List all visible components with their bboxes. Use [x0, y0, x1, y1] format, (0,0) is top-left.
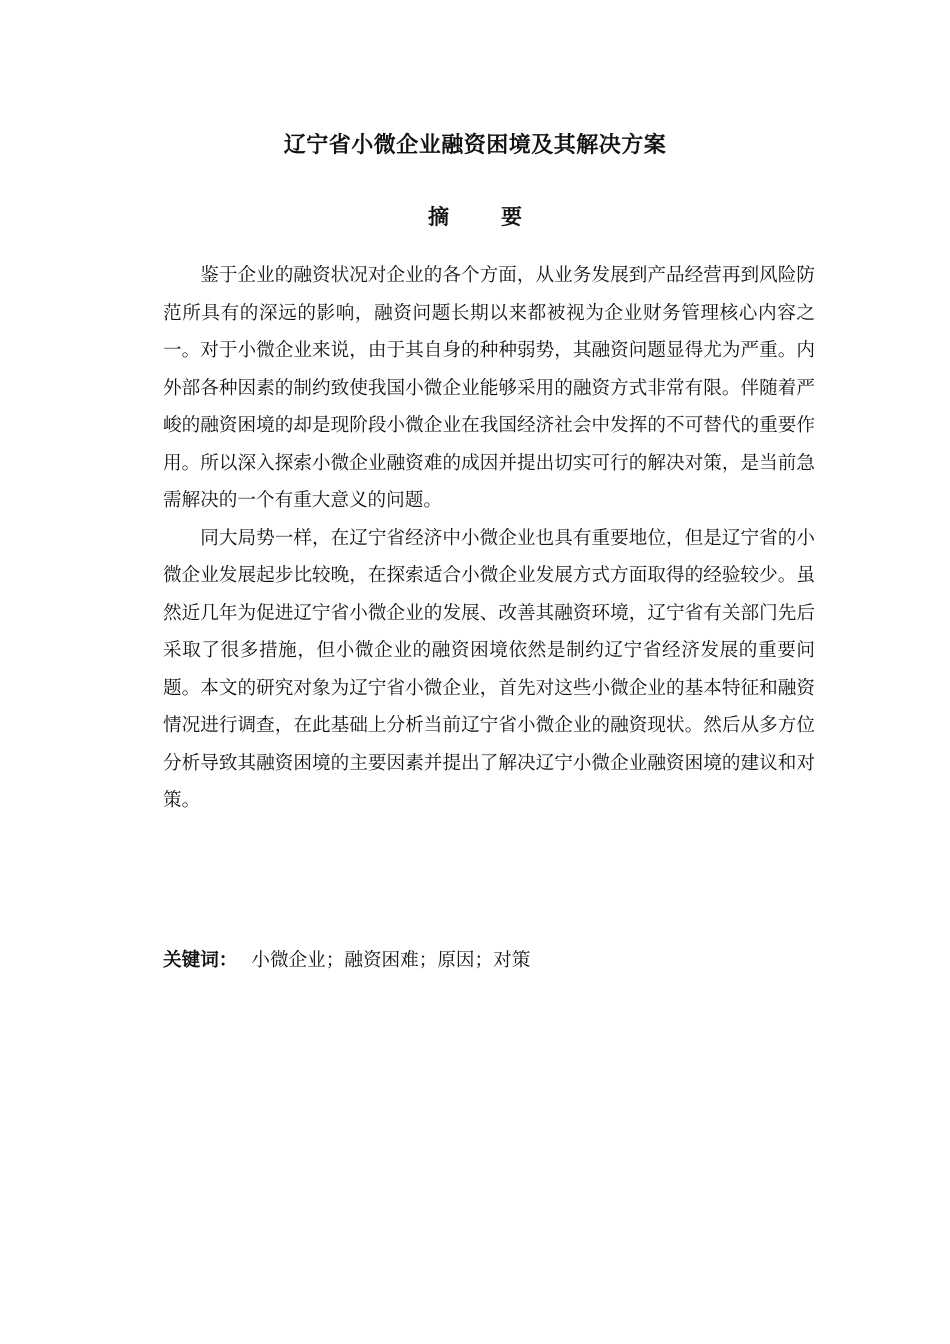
abstract-heading-first-char: 摘	[428, 205, 449, 229]
keywords-value: 小微企业；融资困难；原因；对策	[251, 950, 531, 971]
abstract-heading-second-char: 要	[501, 205, 522, 229]
paper-title: 辽宁省小微企业融资困境及其解决方案	[283, 133, 667, 158]
abstract-paragraph-1: 鉴于企业的融资状况对企业的各个方面，从业务发展到产品经营再到风险防范所具有的深远的影响，融资问题长期以来都被视为企业财务管理核心内容之一。对于小微企业来说，由于其自身的种种弱势，其融资问题显得尤为严重。内外部各种因素的制约致使我国小微企业能够采用的融资方式非常有限。伴随着严峻的融资困境的却是现阶段小微企业在我国经济社会中发挥的不可替代的重要作用。所以深入探索小微企业融资难的成因并提出切实可行的解决对策，是当前急需解决的一个有重大意义的问题。	[163, 265, 815, 511]
keywords-label: 关键词：	[163, 950, 238, 971]
abstract-paragraph-2: 同大局势一样，在辽宁省经济中小微企业也具有重要地位，但是辽宁省的小微企业发展起步比较晚，在探索适合小微企业发展方式方面取得的经验较少。虽然近几年为促进辽宁省小微企业的发展、改善其融资环境，辽宁省有关部门先后采取了很多措施，但小微企业的融资困境依然是制约辽宁省经济发展的重要问题。本文的研究对象为辽宁省小微企业，首先对这些小微企业的基本特征和融资情况进行调查，在此基础上分析当前辽宁省小微企业的融资现状。然后从多方位分析导致其融资困境的主要因素并提出了解决辽宁小微企业融资困境的建议和对策。	[163, 527, 815, 811]
abstract-body	[163, 257, 815, 820]
abstract-heading	[0, 201, 950, 231]
keywords-line	[163, 946, 815, 976]
